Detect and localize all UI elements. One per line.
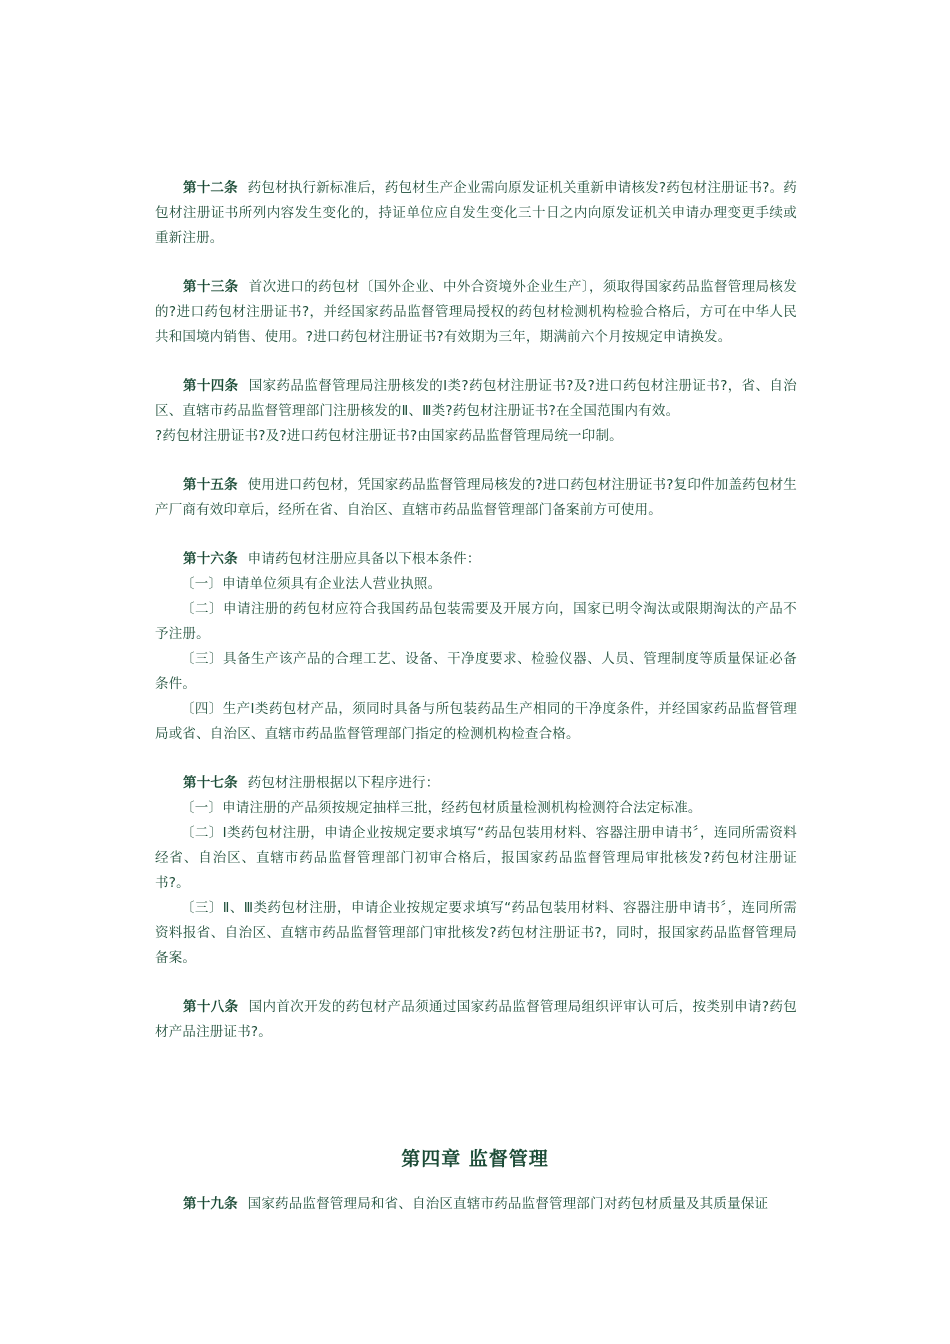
article-text: 首次进口的药包材〔国外企业、中外合资境外企业生产〕，须取得国家药品监督管理局核发的?进口药包材注册证书?，并经国家药品监督管理局授权的药包材检测机构检验合格后，方可在中华人民共和国境内销售、使用。?进口药包材注册证书?有效期为三年，期满前六个月按规定申请换发。: [155, 279, 797, 345]
article-number: 第十七条: [183, 775, 238, 791]
article-text: 申请药包材注册应具备以下根本条件：: [247, 551, 481, 567]
article-19: [155, 1192, 797, 1217]
list-item: 〔四〕生产Ⅰ类药包材产品，须同时具备与所包装药品生产相同的干净度条件，并经国家药品监督管理局或省、自治区、直辖市药品监督管理部门指定的检测机构检查合格。: [155, 701, 797, 742]
article-continuation: ?药包材注册证书?及?进口药包材注册证书?由国家药品监督管理局统一印制。: [155, 428, 623, 444]
article-14: [155, 374, 797, 449]
list-item: 〔一〕申请单位须具有企业法人营业执照。: [181, 576, 442, 592]
article-15: [155, 473, 797, 523]
article-18: [155, 995, 797, 1045]
article-text: 药包材执行新标准后，药包材生产企业需向原发证机关重新申请核发?药包材注册证书?。药包材注册证书所列内容发生变化的，持证单位应自发生变化三十日之内向原发证机关申请办理变更手续或重新注册。: [155, 180, 798, 246]
article-number: 第十六条: [183, 551, 238, 567]
article-number: 第十八条: [183, 999, 239, 1015]
list-item: 〔二〕Ⅰ类药包材注册，申请企业按规定要求填写“药品包装用材料、容器注册申请书〞，连同所需资料经省、自治区、直辖市药品监督管理部门初审合格后，报国家药品监督管理局审批核发?药包材注册证书?。: [155, 825, 797, 891]
list-item: 〔一〕申请注册的产品须按规定抽样三批，经药包材质量检测机构检测符合法定标准。: [181, 800, 702, 816]
article-text: 使用进口药包材，凭国家药品监督管理局核发的?进口药包材注册证书?复印件加盖药包材生产厂商有效印章后，经所在省、自治区、直辖市药品监督管理部门备案前方可使用。: [155, 477, 798, 518]
article-number: 第十二条: [183, 180, 238, 196]
article-text: 国家药品监督管理局和省、自治区直辖市药品监督管理部门对药包材质量及其质量保证: [247, 1196, 769, 1212]
article-17: [155, 771, 797, 971]
article-text: 国内首次开发的药包材产品须通过国家药品监督管理局组织评审认可后，按类别申请?药包材产品注册证书?。: [155, 999, 797, 1040]
article-number: 第十三条: [183, 279, 239, 295]
list-item: 〔二〕申请注册的药包材应符合我国药品包装需要及开展方向，国家已明令淘汰或限期淘汰的产品不予注册。: [155, 601, 797, 642]
article-number: 第十五条: [183, 477, 238, 493]
article-12: [155, 176, 797, 251]
article-13: [155, 275, 797, 350]
list-item: 〔三〕Ⅱ、Ⅲ类药包材注册，申请企业按规定要求填写“药品包装用材料、容器注册申请书〞，连同所需资料报省、自治区、直辖市药品监督管理部门审批核发?药包材注册证书?，同时，报国家药品监督管理局备案。: [155, 900, 797, 966]
article-number: 第十九条: [183, 1196, 238, 1212]
article-text: 药包材注册根据以下程序进行：: [247, 775, 440, 791]
article-text: 国家药品监督管理局注册核发的Ⅰ类?药包材注册证书?及?进口药包材注册证书?，省、自治区、直辖市药品监督管理部门注册核发的Ⅱ、Ⅲ类?药包材注册证书?在全国范围内有效。: [155, 378, 797, 419]
article-number: 第十四条: [183, 378, 239, 394]
chapter-title: 第四章 监督管理: [401, 1148, 549, 1170]
list-item: 〔三〕具备生产该产品的合理工艺、设备、干净度要求、检验仪器、人员、管理制度等质量保证必备条件。: [155, 651, 797, 692]
article-16: [155, 547, 797, 747]
article-list: [155, 176, 797, 1069]
